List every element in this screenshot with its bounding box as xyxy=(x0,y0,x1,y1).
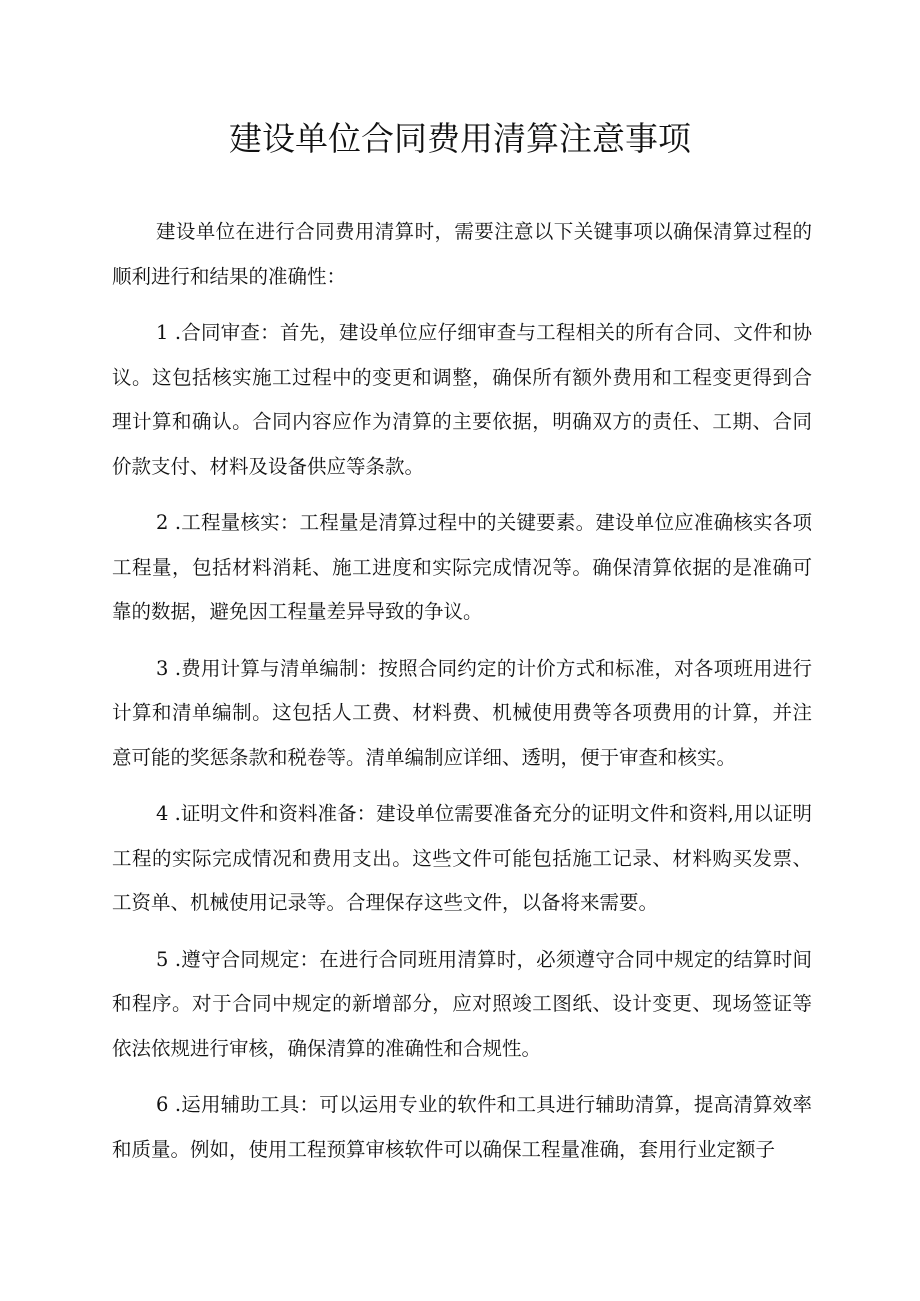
item-auxiliary-tools: 6 .运用辅助工具：可以运用专业的软件和工具进行辅助清算，提高清算效率和质量。例如，使用工程预算审核软件可以确保工程量准确，套用行业定额子 xyxy=(112,1093,812,1161)
intro-paragraph: 建设单位在进行合同费用清算时，需要注意以下关键事项以确保清算过程的顺利进行和结果的准确性： xyxy=(112,220,812,288)
document-body xyxy=(112,210,812,1184)
item-quantity-verification: 2 .工程量核实：工程量是清算过程中的关键要素。建设单位应准确核实各项工程量，包括材料消耗、施工进度和实际完成情况等。确保清算依据的是准确可靠的数据，避免因工程量差异导致的争议。 xyxy=(112,511,812,623)
item-documentation: 4 .证明文件和资料准备：建设单位需要准备充分的证明文件和资料,用以证明工程的实际完成情况和费用支出。这些文件可能包括施工记录、材料购买发票、工资单、机械使用记录等。合理保存这些文件，以备将来需要。 xyxy=(112,802,812,914)
document-title: 建设单位合同费用清算注意事项 xyxy=(229,119,691,158)
item-contract-compliance: 5 .遵守合同规定：在进行合同班用清算时，必须遵守合同中规定的结算时间和程序。对于合同中规定的新增部分，应对照竣工图纸、设计变更、现场签证等依法依规进行审核，确保清算的准确性和合规性。 xyxy=(112,947,812,1060)
item-cost-calculation: 3 .费用计算与清单编制：按照合同约定的计价方式和标准，对各项班用进行计算和清单编制。这包括人工费、材料费、机械使用费等各项费用的计算，并注意可能的奖惩条款和税卷等。清单编制应详细、透明，便于审查和核实。 xyxy=(112,656,812,769)
item-contract-review: 1 .合同审查：首先，建设单位应仔细审查与工程相关的所有合同、文件和协议。这包括核实施工过程中的变更和调整，确保所有额外费用和工程变更得到合理计算和确认。合同内容应作为清算的主要依据，明确双方的责任、工期、合同价款支付、材料及设备供应等条款。 xyxy=(112,321,812,478)
